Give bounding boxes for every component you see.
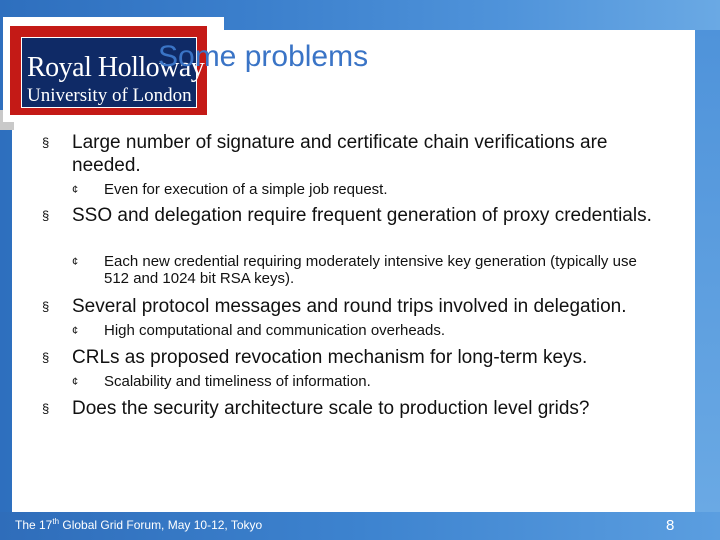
sub-bullet-text: Scalability and timeliness of information. bbox=[104, 373, 371, 390]
sub-bullet-item bbox=[72, 253, 664, 287]
page-number: 8 bbox=[666, 517, 675, 534]
bullet-item bbox=[42, 397, 672, 420]
sub-bullet-item bbox=[72, 181, 664, 198]
sub-bullet-text: High computational and communication overheads. bbox=[104, 322, 446, 339]
footer-ordinal: th bbox=[52, 517, 60, 526]
sub-bullet-text: Even for execution of a simple job request. bbox=[104, 181, 388, 198]
sub-bullet-item bbox=[72, 373, 664, 390]
sub-bullet-marker: ¢ bbox=[72, 256, 79, 268]
sub-bullet-item bbox=[72, 322, 664, 339]
footer-event-text bbox=[15, 517, 262, 532]
bullet-item bbox=[42, 204, 672, 227]
bullet-marker: § bbox=[42, 350, 50, 365]
bullet-text: SSO and delegation require frequent generation of proxy credentials. bbox=[72, 205, 652, 226]
bullet-item bbox=[42, 131, 672, 177]
sub-bullet-marker: ¢ bbox=[72, 376, 79, 388]
bullet-marker: § bbox=[42, 401, 50, 416]
sub-bullet-marker: ¢ bbox=[72, 184, 79, 196]
bullet-item bbox=[42, 346, 672, 369]
bullet-text: Several protocol messages and round trips involved in delegation. bbox=[72, 296, 627, 317]
logo-text-line2: University of London bbox=[27, 85, 192, 106]
bullet-marker: § bbox=[42, 208, 50, 223]
bullet-marker: § bbox=[42, 135, 50, 150]
bullet-text: Large number of signature and certificate chain verifications are needed. bbox=[72, 132, 608, 176]
bullet-marker: § bbox=[42, 299, 50, 314]
logo-text-line1: Royal Holloway bbox=[27, 52, 205, 83]
bullet-text: Does the security architecture scale to production level grids? bbox=[72, 398, 590, 419]
footer-suffix: Global Grid Forum, May 10-12, Tokyo bbox=[59, 518, 263, 532]
bullet-item bbox=[42, 295, 672, 318]
slide-title: Some problems bbox=[158, 40, 369, 73]
sub-bullet-marker: ¢ bbox=[72, 325, 79, 337]
footer-prefix: The 17 bbox=[15, 518, 53, 532]
sub-bullet-text: Each new credential requiring moderately intensive key generation (typically use 512 and 1024 bit RSA keys). bbox=[104, 253, 637, 287]
bullet-text: CRLs as proposed revocation mechanism for long-term keys. bbox=[72, 347, 588, 368]
